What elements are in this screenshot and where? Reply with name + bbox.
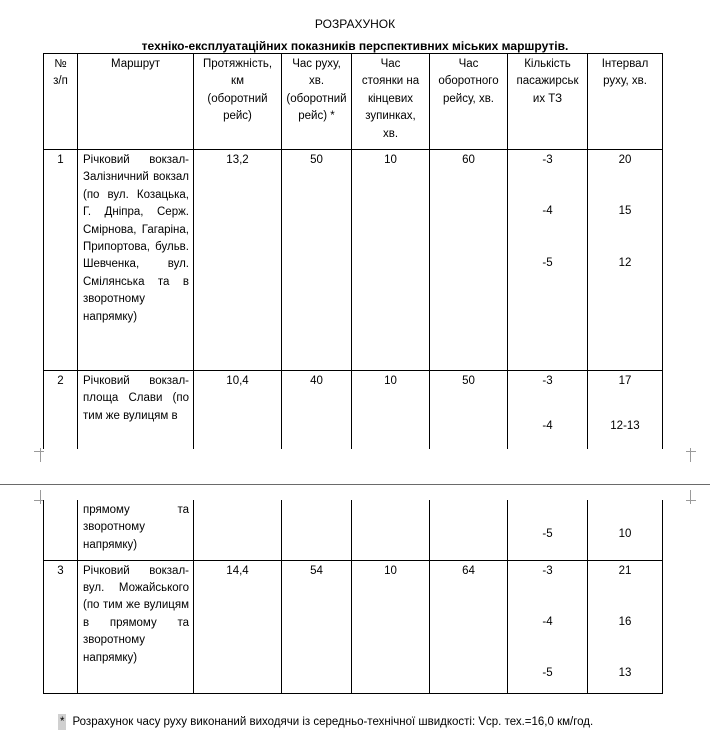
row-1-length: 13,2 bbox=[194, 150, 282, 371]
row-2-length: 10,4 bbox=[194, 371, 282, 449]
table-row bbox=[44, 560, 663, 693]
row-2-route-part-1: Річковий вокзал-площа Слави (по тим же вулицям в bbox=[78, 371, 194, 449]
row-2-stop-cont bbox=[352, 500, 430, 560]
row-1-turn: 60 bbox=[430, 150, 508, 371]
row-1-count-3: -5 bbox=[542, 256, 553, 269]
header-count: Кількість пасажирськ их ТЗ bbox=[508, 54, 588, 150]
footnote-text: Розрахунок часу руху виконаний виходячи із середньо-технічної швидкості: Vср. тех.=16,0 км/год. bbox=[72, 716, 594, 728]
row-2-length-cont bbox=[194, 500, 282, 560]
row-2-time-cont bbox=[282, 500, 352, 560]
document-title bbox=[0, 16, 710, 54]
page-break-gap bbox=[0, 466, 710, 484]
title-line-1: РОЗРАХУНОК bbox=[314, 17, 396, 31]
header-num: № з/п bbox=[44, 54, 78, 150]
title-line-2: техніко-експлуатаційних показників перспективних міських маршрутів. bbox=[141, 39, 569, 53]
row-2-stop: 10 bbox=[352, 371, 430, 449]
row-1-intervals bbox=[588, 150, 663, 371]
row-2-interval-2: 12-13 bbox=[610, 420, 640, 433]
page-separator bbox=[0, 484, 710, 485]
row-3-interval-1: 21 bbox=[618, 564, 632, 577]
page-corner-mark bbox=[690, 490, 691, 504]
row-2-count-3: -5 bbox=[542, 528, 553, 540]
header-turn: Час оборотного рейсу, хв. bbox=[430, 54, 508, 150]
row-3-route: Річковий вокзал-вул. Можайського (по тим же вулицям в прямому та зворотному напрямку) bbox=[78, 560, 194, 693]
header-stop: Час стоянки на кінцевих зупинках, хв. bbox=[352, 54, 430, 150]
row-2-turn: 50 bbox=[430, 371, 508, 449]
row-1-interval-3: 12 bbox=[618, 256, 632, 269]
row-3-num: 3 bbox=[44, 560, 78, 693]
footnote bbox=[58, 714, 593, 730]
row-2-interval-1: 17 bbox=[618, 375, 632, 387]
row-1-route: Річковий вокзал-Залізничний вокзал (по вул. Козацька, Г. Дніпра, Серж. Смірнова, Гагаріна, Припортова, бульв. Шевченка, вул. Смілянська та в зворотному напрямку) bbox=[78, 150, 194, 371]
table-header-row bbox=[44, 54, 663, 150]
row-3-count-3: -5 bbox=[542, 667, 553, 680]
row-2-interval-3: 10 bbox=[618, 528, 632, 540]
row-2-counts-part-1 bbox=[508, 371, 588, 449]
row-2-route-part-2: прямому та зворотному напрямку) bbox=[78, 500, 194, 560]
row-2-time: 40 bbox=[282, 371, 352, 449]
row-3-time: 54 bbox=[282, 560, 352, 693]
table-row bbox=[44, 371, 663, 449]
row-2-num: 2 bbox=[44, 371, 78, 449]
row-3-stop: 10 bbox=[352, 560, 430, 693]
row-1-count-2: -4 bbox=[542, 205, 553, 218]
row-2-num-cont bbox=[44, 500, 78, 560]
header-interval: Інтервал руху, хв. bbox=[588, 54, 663, 150]
row-1-counts bbox=[508, 150, 588, 371]
row-3-intervals bbox=[588, 560, 663, 693]
header-length: Протяжність, км (оборотний рейс) bbox=[194, 54, 282, 150]
table-row bbox=[44, 500, 663, 560]
header-route: Маршрут bbox=[78, 54, 194, 150]
row-2-turn-cont bbox=[430, 500, 508, 560]
row-2-counts-part-2 bbox=[508, 500, 588, 560]
row-2-intervals-part-1 bbox=[588, 371, 663, 449]
row-2-intervals-part-2 bbox=[588, 500, 663, 560]
row-3-turn: 64 bbox=[430, 560, 508, 693]
header-time: Час руху, хв. (оборотний рейс) * bbox=[282, 54, 352, 150]
row-3-counts bbox=[508, 560, 588, 693]
row-1-interval-1: 20 bbox=[618, 154, 632, 166]
row-3-length: 14,4 bbox=[194, 560, 282, 693]
row-3-count-2: -4 bbox=[542, 615, 553, 628]
page-corner-mark bbox=[40, 490, 41, 504]
page-corner-mark bbox=[686, 451, 696, 452]
table-row bbox=[44, 150, 663, 371]
row-1-count-1: -3 bbox=[542, 154, 553, 166]
indicators-table-page-1 bbox=[43, 53, 663, 449]
row-2-count-1: -3 bbox=[542, 375, 553, 387]
page-corner-mark bbox=[34, 451, 44, 452]
indicators-table-page-2 bbox=[43, 500, 663, 694]
row-3-interval-3: 13 bbox=[618, 667, 632, 680]
footnote-mark: * bbox=[60, 716, 65, 728]
row-1-interval-2: 15 bbox=[618, 205, 632, 218]
page-corner-mark bbox=[686, 500, 696, 501]
row-1-stop: 10 bbox=[352, 150, 430, 371]
row-1-time: 50 bbox=[282, 150, 352, 371]
row-3-count-1: -3 bbox=[542, 564, 553, 577]
row-2-count-2: -4 bbox=[542, 420, 553, 433]
row-3-interval-2: 16 bbox=[618, 615, 632, 628]
row-1-num: 1 bbox=[44, 150, 78, 371]
